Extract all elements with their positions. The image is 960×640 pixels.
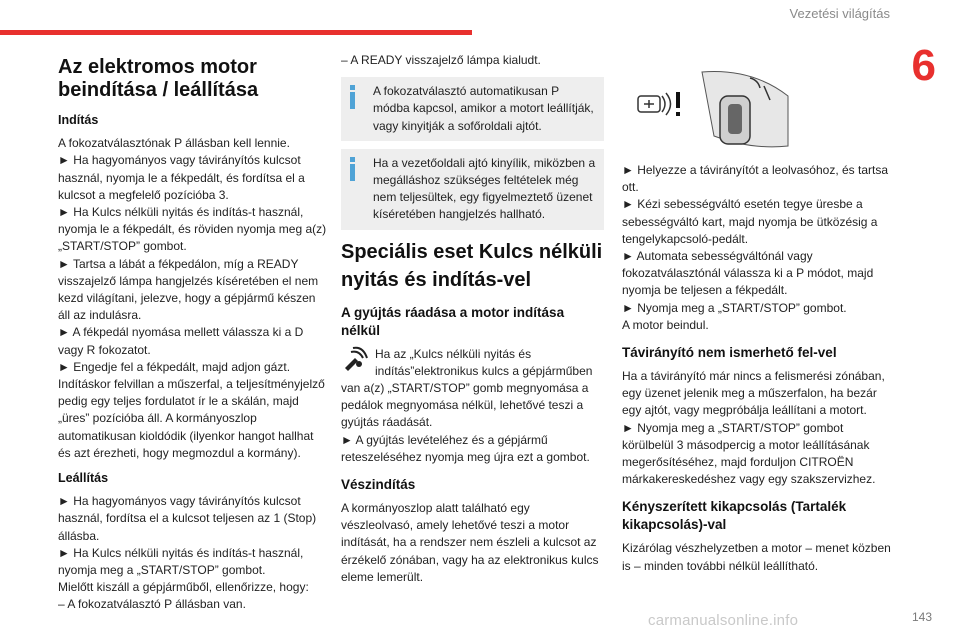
info-box [341, 77, 604, 141]
check-item: – A READY visszajelző lámpa kialudt. [341, 53, 541, 67]
info-text: Ha a vezetőoldali ajtó kinyílik, miközben a megálláshoz szükséges feltételek még nem teljesültek, egy figyelmeztető üzenet kíséretében hangjelzés hallható. [373, 155, 596, 222]
ignition-text: Ha az „Kulcs nélküli nyitás és indítás”elektronikus kulcs a gépjárműben van a(z) „START/STOP” gomb megnyomása a pedálok megnyomása nélkül, lehetővé teszi a gyújtás ráadását. [341, 346, 593, 430]
step: ► Nyomja meg a „START/STOP” gombot. [622, 300, 847, 315]
column-left [58, 52, 328, 614]
start-paragraph: A fokozatválasztónak P állásban kell lennie. [58, 136, 290, 151]
info-box [341, 149, 604, 230]
forced-title: Kényszerített kikapcsolás (Tartalék kikapcsolás)-val [622, 499, 847, 533]
start-step: ► Engedje fel a fékpedált, majd adjon gázt. [58, 359, 291, 374]
column-middle [341, 52, 604, 586]
header-accent-bar [0, 30, 472, 35]
watermark: carmanualsonline.info [648, 612, 799, 629]
emergency-title: Vészindítás [341, 477, 416, 493]
keyless-start-icon [341, 346, 369, 374]
forced-text: Kizárólag vészhelyzetben a motor – menet közben is – minden további nélkül leállítható. [622, 541, 891, 573]
stop-step: ► Ha hagyományos vagy távirányítós kulcsot használ, fordítsa el a kulcsot teljesen az 1 (Stop) állásba. [58, 494, 317, 543]
start-step: ► Tartsa a lábát a fékpedálon, míg a READY visszajelző lámpa hangjelzés kíséretében el nem kezd világítani, jelezve, hogy a gépjármű készen áll az indulásra. [58, 256, 319, 323]
special-case-title: Speciális eset Kulcs nélküli nyitás és indítás-vel [341, 240, 603, 291]
step: ► Automata sebességváltónál vagy fokozatválasztónál válassza ki a P módot, majd nyomja be teljesen a fékpedált. [622, 249, 874, 298]
stop-check-item: – A fokozatválasztó P állásban van. [58, 597, 246, 612]
step: ► Kézi sebességváltó esetén tegye üresbe a sebességváltó kart, majd nyomja be ütközésig a tengelykapcsoló-pedált. [622, 197, 878, 246]
info-text: A fokozatválasztó automatikusan P módba kapcsol, amikor a motort leállítják, vagy kinyitják a sofőroldali ajtót. [373, 84, 594, 133]
remote-step: ► Nyomja meg a „START/STOP” gombot körülbelül 3 másodpercig a motor leállításának megerősítéséhez, majd forduljon CITROËN márkakereskedéshez vagy egy szakszervizhez. [622, 420, 876, 487]
stop-step: ► Ha Kulcs nélküli nyitás és indítás-t használ, nyomja meg a „START/STOP” gombot. [58, 545, 304, 578]
chapter-title: Vezetési világítás [789, 6, 890, 21]
page-number: 143 [911, 610, 932, 624]
stop-heading: Leállítás [58, 471, 109, 486]
start-heading: Indítás [58, 113, 99, 127]
motor-starts-text: A motor beindul. [622, 317, 709, 332]
section-title: Az elektromos motor beindítása / leállítása [58, 56, 259, 101]
start-step: ► A fékpedál nyomása mellett válassza ki a D vagy R fokozatot. [58, 325, 304, 357]
remote-reader-illustration [632, 66, 792, 152]
start-note: Indításkor felvillan a műszerfal, a teljesítményjelző pedig egy teljes fordulatot ír le a skálán, majd „üres” pozícióba áll. A kormányoszlop automatikusan kioldódik (ilyenkor hangot hallhat és azt érezheti, hogy megmozdul a kormány). [58, 377, 325, 460]
keyless-paragraph [341, 346, 604, 432]
stop-check-intro: Mielőtt kiszáll a gépjárműből, ellenőrizze, hogy: [58, 580, 309, 595]
chapter-number: 6 [911, 41, 936, 90]
remote-title: Távirányító nem ismerhető fel-vel [622, 345, 837, 361]
start-step: ► Ha hagyományos vagy távirányítós kulcsot használ, nyomja le a fékpedált, és fordítsa el a kulcsot a megfelelő pozícióba 3. [58, 153, 305, 202]
ignition-step: ► A gyújtás levételéhez és a gépjármű reteszeléséhez nyomja meg újra ezt a gombot. [341, 432, 590, 464]
emergency-text: A kormányoszlop alatt található egy vészleolvasó, amely lehetővé teszi a motor indítását, ha a rendszer nem észleli a kulcsot az érzékelő zónában, vagy ha az elektronikus kulcs eleme lemerült. [341, 501, 599, 584]
ignition-title: A gyújtás ráadása a motor indítása nélkül [341, 304, 565, 338]
info-icon [350, 85, 356, 109]
remote-text: Ha a távirányító már nincs a felismerési zónában, egy üzenet jelenik meg a műszerfalon, ha bezár egy ajtót, vagy megpróbálja leállítani a motort. [622, 369, 885, 418]
column-right [622, 52, 892, 575]
step: ► Helyezze a távirányítót a leolvasóhoz, és tartsa ott. [622, 163, 889, 195]
info-icon [350, 157, 356, 181]
start-step: ► Ha Kulcs nélküli nyitás és indítás-t használ, nyomja le a fékpedált, és röviden nyomja meg a(z) „START/STOP” gombot. [58, 205, 327, 254]
